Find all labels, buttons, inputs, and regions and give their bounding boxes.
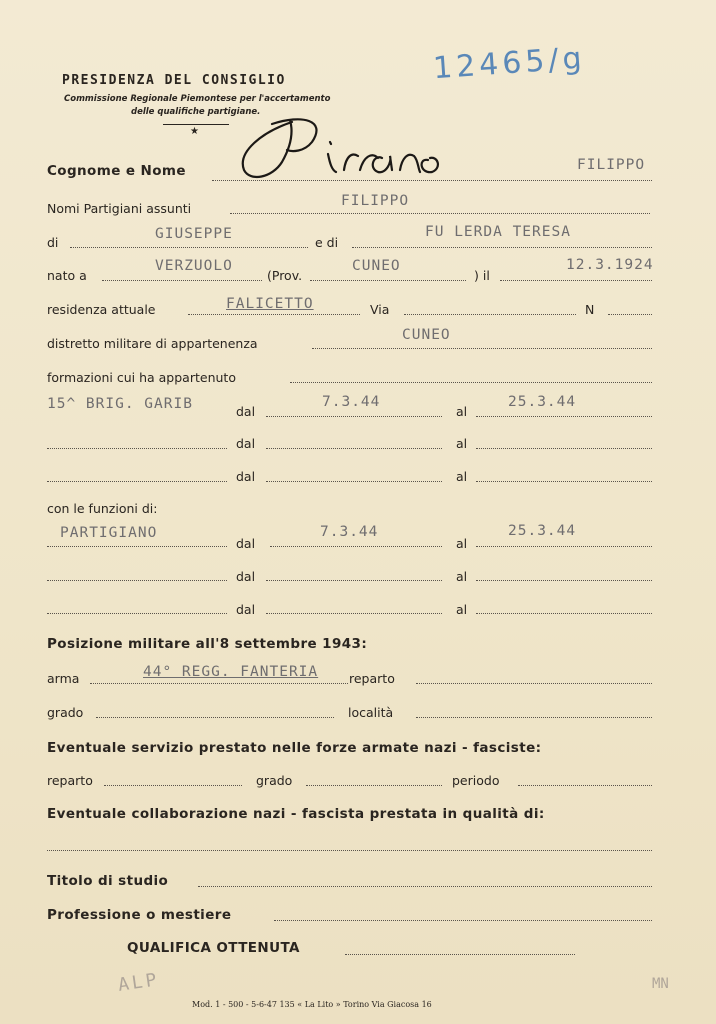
footer-printer-info: Mod. 1 - 500 - 5-6-47 135 « La Lito » Torino Via Giacosa 16 — [192, 1000, 432, 1009]
line-formazione-2 — [47, 448, 227, 449]
line-residenza — [188, 314, 360, 315]
line-formazione-3 — [47, 481, 227, 482]
line-professione — [274, 920, 652, 921]
value-fdal-1: 7.3.44 — [320, 524, 379, 540]
line-via — [404, 314, 576, 315]
line-formazioni — [290, 382, 652, 383]
label-reparto-2: reparto — [47, 773, 93, 788]
label-prov: (Prov. — [267, 268, 303, 283]
line-al-1 — [476, 416, 652, 417]
label-fdal-3: dal — [236, 602, 256, 617]
header-rule — [163, 124, 229, 125]
line-grado — [96, 717, 334, 718]
label-dal-2: dal — [236, 436, 256, 451]
line-provincia — [310, 280, 466, 281]
line-periodo — [518, 785, 652, 786]
value-funzione-1: PARTIGIANO — [60, 525, 158, 541]
label-n: N — [585, 302, 595, 317]
header-subtitle-2: delle qualifiche partigiane. — [131, 107, 261, 117]
line-fal-3 — [476, 613, 652, 614]
header-star: ★ — [190, 126, 199, 137]
label-al-3: al — [456, 469, 468, 484]
label-localita: località — [348, 705, 394, 720]
line-dal-3 — [266, 481, 442, 482]
label-grado: grado — [47, 705, 84, 720]
value-dal-1: 7.3.44 — [322, 394, 381, 410]
line-arma — [90, 683, 348, 684]
value-luogo-nascita: VERZUOLO — [155, 258, 233, 274]
line-qualifica — [345, 954, 575, 955]
label-al-1: al — [456, 404, 468, 419]
value-data-nascita: 12.3.1924 — [566, 257, 654, 273]
label-nomi-partigiani: Nomi Partigiani assunti — [47, 201, 192, 216]
label-fdal-1: dal — [236, 536, 256, 551]
label-qualifica: QUALIFICA OTTENUTA — [127, 940, 300, 956]
label-funzioni: con le funzioni di: — [47, 501, 158, 516]
label-professione: Professione o mestiere — [47, 907, 232, 923]
label-fdal-2: dal — [236, 569, 256, 584]
line-dal-2 — [266, 448, 442, 449]
value-formazione-1: 15^ BRIG. GARIB — [47, 396, 193, 412]
archive-number: 12465/g — [431, 40, 587, 87]
value-nome-partigiano: FILIPPO — [341, 193, 410, 209]
signature-surname — [232, 112, 482, 187]
label-arma: arma — [47, 671, 80, 686]
value-nome: FILIPPO — [577, 157, 646, 173]
line-localita — [416, 717, 652, 718]
label-distretto: distretto militare di appartenenza — [47, 336, 258, 351]
line-grado-2 — [306, 785, 442, 786]
value-residenza: FALICETTO — [226, 296, 314, 312]
signature-text: Pirano — [332, 182, 336, 183]
line-reparto — [416, 683, 652, 684]
label-dal-3: dal — [236, 469, 256, 484]
label-titolo-studio: Titolo di studio — [47, 873, 169, 889]
line-reparto-2 — [104, 785, 242, 786]
line-al-2 — [476, 448, 652, 449]
label-posizione-militare: Posizione militare all'8 settembre 1943: — [47, 636, 368, 652]
value-padre: GIUSEPPE — [155, 226, 233, 242]
label-dal-1: dal — [236, 404, 256, 419]
value-madre: FU LERDA TERESA — [425, 224, 571, 240]
line-fal-2 — [476, 580, 652, 581]
label-al-2: al — [456, 436, 468, 451]
line-funzione-2 — [47, 580, 227, 581]
header-title: PRESIDENZA DEL CONSIGLIO — [62, 73, 286, 88]
value-al-1: 25.3.44 — [508, 394, 577, 410]
label-servizio: Eventuale servizio prestato nelle forze armate nazi - fasciste: — [47, 740, 542, 756]
line-titolo-studio — [198, 886, 652, 887]
value-arma: 44° REGG. FANTERIA — [143, 664, 319, 680]
line-collaborazione — [47, 850, 652, 851]
label-fal-3: al — [456, 602, 468, 617]
label-reparto: reparto — [349, 671, 395, 686]
label-via: Via — [370, 302, 390, 317]
marginalia-bottom-right: MN — [652, 976, 669, 992]
value-provincia: CUNEO — [352, 258, 401, 274]
label-cognome-nome: Cognome e Nome — [47, 163, 186, 179]
line-funzione-1 — [47, 546, 227, 547]
line-numero — [608, 314, 652, 315]
label-collaborazione: Eventuale collaborazione nazi - fascista prestata in qualità di: — [47, 806, 545, 822]
marginalia-bottom-left: ALP — [116, 969, 161, 996]
value-distretto: CUNEO — [402, 327, 451, 343]
line-data-nascita — [500, 280, 652, 281]
line-fdal-2 — [266, 580, 442, 581]
line-padre — [70, 247, 308, 248]
line-fdal-3 — [266, 613, 442, 614]
line-distretto — [312, 348, 652, 349]
label-periodo: periodo — [452, 773, 500, 788]
line-al-3 — [476, 481, 652, 482]
line-nomi-partigiani — [230, 213, 650, 214]
label-residenza: residenza attuale — [47, 302, 156, 317]
label-fal-1: al — [456, 536, 468, 551]
label-di: di — [47, 235, 59, 250]
label-il: ) il — [474, 268, 490, 283]
line-dal-1 — [266, 416, 442, 417]
value-fal-1: 25.3.44 — [508, 523, 577, 539]
label-formazioni: formazioni cui ha appartenuto — [47, 370, 236, 385]
label-fal-2: al — [456, 569, 468, 584]
label-grado-2: grado — [256, 773, 293, 788]
line-luogo-nascita — [102, 280, 262, 281]
line-fal-1 — [476, 546, 652, 547]
label-e-di: e di — [315, 235, 339, 250]
line-fdal-1 — [270, 546, 442, 547]
line-funzione-3 — [47, 613, 227, 614]
line-madre — [352, 247, 652, 248]
header-subtitle-1: Commissione Regionale Piemontese per l'accertamento — [64, 94, 331, 104]
label-nato-a: nato a — [47, 268, 87, 283]
